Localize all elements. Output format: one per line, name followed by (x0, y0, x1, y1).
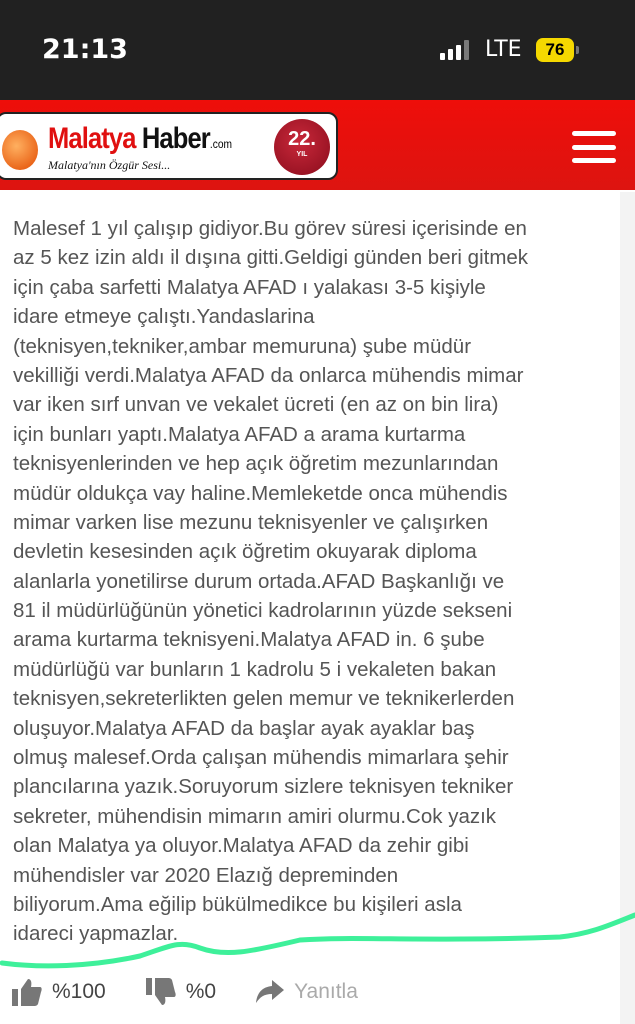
comment-line: için çaba sarfetti Malatya AFAD ı yalakası 3-5 kişiyle (13, 275, 486, 299)
network-type: LTE (485, 37, 522, 62)
comment-line: az 5 kez izin aldı il dışına gitti.Geldigi günden beri gitmek (13, 246, 529, 270)
dislike-percent: %0 (185, 980, 217, 1003)
anniversary-seal: 22. YIL (274, 119, 330, 175)
thumbs-up-icon[interactable] (12, 978, 42, 1006)
comment-line: idare etmeye çalıştı.Yandaslarina (13, 305, 315, 329)
status-bar (0, 0, 635, 100)
comment-line: sekreter, mühendisin mimarın amiri olurmu.Cok yazık (13, 804, 497, 828)
comment-line: teknisyenlerinden ve hep açık öğretim mezunlarından (13, 452, 499, 476)
comment-line: arama kurtarma teknisyeni.Malatya AFAD in. 6 şube (13, 628, 485, 652)
logo-brand: Malatya Haber.com (48, 122, 232, 155)
site-header (0, 100, 635, 190)
comment-line: için bunları yaptı.Malatya AFAD a arama kurtarma (13, 422, 466, 446)
battery-tip (576, 46, 579, 54)
comment-line: vekilliği verdi.Malatya AFAD da onlarca mühendis mimar (13, 363, 524, 387)
comment-line: devletin kesesinden açık öğretim okuyarak diploma (13, 540, 477, 564)
comment-line: alanlarla yonetilirse durum ortada.AFAD Başkanlığı ve (13, 569, 505, 593)
comment-line: olan Malatya ya oluyor.Malatya AFAD da zehir gibi (13, 834, 469, 858)
clock: 21:13 (42, 34, 128, 65)
comment-line: teknisyen,sekreterlikten gelen memur ve teknikerlerden (13, 687, 515, 711)
comment-line: olmuş malesef.Orda çalışan mühendis mimarlara şehir (13, 746, 509, 770)
comment-line: oluşuyor.Malatya AFAD da başlar ayak ayaklar baş (13, 716, 475, 740)
comment-actions (12, 976, 358, 1008)
comment-line: müdürlüğü var bunların 1 kadrolu 5 i vekaleten bakan (13, 657, 497, 681)
comment-text (13, 214, 613, 949)
logo-slogan: Malatya'nın Özgür Sesi... (48, 158, 171, 172)
signal-icon (440, 40, 469, 60)
comment-line: mimar varken lise mezunu teknisyenler ve çalışırken (13, 510, 489, 534)
comment-line: Malesef 1 yıl çalışıp gidiyor.Bu görev süresi içerisinde en (13, 217, 527, 240)
reply-button[interactable]: Yanıtla (294, 980, 358, 1003)
comment-line: biliyorum.Ama eğilip bükülmedikce bu kişileri asla (13, 892, 462, 916)
comment-line: var iken sırf unvan ve vekalet ücreti (en az on bin lira) (13, 393, 499, 417)
comment-line: mühendisler var 2020 Elazığ depreminden (13, 863, 399, 887)
thumbs-down-icon[interactable] (146, 978, 176, 1006)
comment-line: (teknisyen,tekniker,ambar memuruna) şube müdür (13, 334, 472, 358)
battery-icon: 76 (536, 38, 574, 62)
hamburger-menu-icon[interactable] (572, 131, 616, 163)
apricot-logo-icon (2, 130, 38, 170)
comment-line: 81 il müdürlüğünün yönetici kadrolarının yüzde sekseni (13, 599, 513, 623)
like-percent: %100 (52, 980, 106, 1003)
reply-arrow-icon[interactable] (256, 980, 284, 1004)
scroll-gutter (620, 192, 635, 1024)
comment-line: idareci yapmazlar. (13, 922, 179, 946)
comment-line: plancılarına yazık.Soruyorum sizlere teknisyen tekniker (13, 775, 514, 799)
comment-line: müdür oldukça vay haline.Memleketde onca mühendis (13, 481, 508, 505)
site-logo[interactable] (0, 112, 338, 180)
